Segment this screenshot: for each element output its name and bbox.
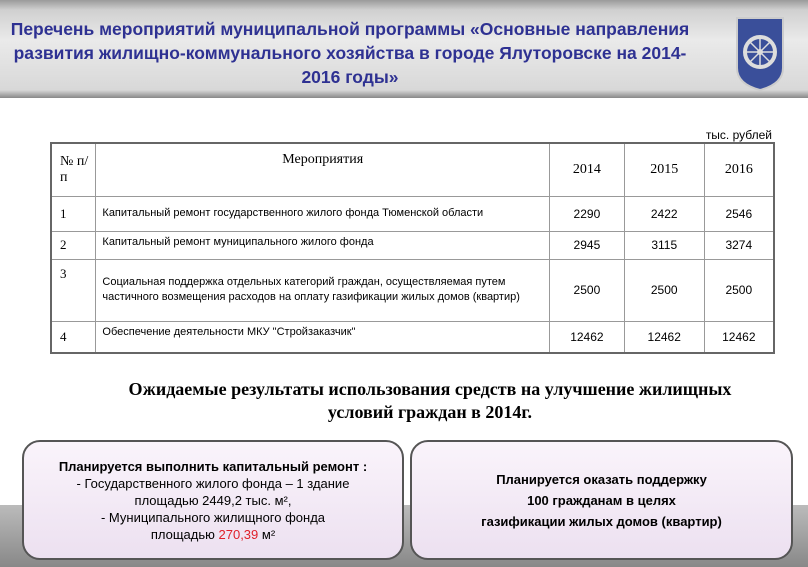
page-title: Перечень мероприятий муниципальной программы «Основные направления развития жилищно-коммунального хозяйства в городе Ялуторовске на 2014-2016 годы» (10, 19, 690, 87)
coat-of-arms-icon (735, 16, 785, 92)
table-row (51, 259, 774, 321)
units-label: тыс. рублей (705, 128, 772, 142)
value-2016: 2546 (704, 196, 774, 231)
support-line: газификации жилых домов (квартир) (481, 513, 722, 529)
value-2016: 3274 (704, 231, 774, 259)
table-header-row (51, 143, 774, 196)
activity-name: Социальная поддержка отдельных категорий граждан, осуществляемая путем частичного возмещения расходов на оплату газификации жилых домов (квартир) (96, 259, 550, 321)
value-2014: 12462 (549, 321, 624, 353)
table-row (51, 196, 774, 231)
row-number: 2 (51, 231, 96, 259)
value-2015: 2500 (624, 259, 704, 321)
repair-heading: Планируется выполнить капитальный ремонт : (58, 458, 368, 474)
activity-name: Капитальный ремонт государственного жилого фонда Тюменской области (96, 196, 550, 231)
repair-line (24, 526, 402, 543)
value-2016: 12462 (704, 321, 774, 353)
support-line: 100 гражданам в целях (527, 492, 676, 508)
value-2014: 2290 (549, 196, 624, 231)
repair-plan-box (22, 440, 404, 560)
area-value: 270,39 (218, 526, 259, 542)
results-heading: Ожидаемые результаты использования средств на улучшение жилищных условий граждан в 2014г. (128, 379, 732, 422)
col-2014: 2014 (549, 143, 624, 196)
repair-line: - Муниципального жилищного фонда (100, 509, 326, 525)
table-row (51, 231, 774, 259)
col-2016: 2016 (704, 143, 774, 196)
value-2015: 12462 (624, 321, 704, 353)
activity-name: Обеспечение деятельности МКУ "Стройзаказчик" (96, 321, 550, 353)
activities-table (50, 142, 775, 354)
table-row (51, 321, 774, 353)
col-2015: 2015 (624, 143, 704, 196)
activity-name: Капитальный ремонт муниципального жилого фонда (96, 231, 550, 259)
value-2014: 2945 (549, 231, 624, 259)
value-2016: 2500 (704, 259, 774, 321)
row-number: 4 (51, 321, 96, 353)
support-line: Планируется оказать поддержку (496, 471, 707, 487)
value-2015: 2422 (624, 196, 704, 231)
value-2014: 2500 (549, 259, 624, 321)
row-number: 3 (51, 259, 96, 321)
repair-line: площадью 2449,2 тыс. м², (134, 492, 292, 508)
area-label: площадью (150, 526, 219, 542)
value-2015: 3115 (624, 231, 704, 259)
repair-line: - Государственного жилого фонда – 1 здание (76, 475, 350, 491)
col-activity: Мероприятия (96, 143, 550, 196)
support-plan-box (410, 440, 793, 560)
area-unit: м² (258, 526, 276, 542)
row-number: 1 (51, 196, 96, 231)
col-number: № п/п (51, 143, 96, 196)
